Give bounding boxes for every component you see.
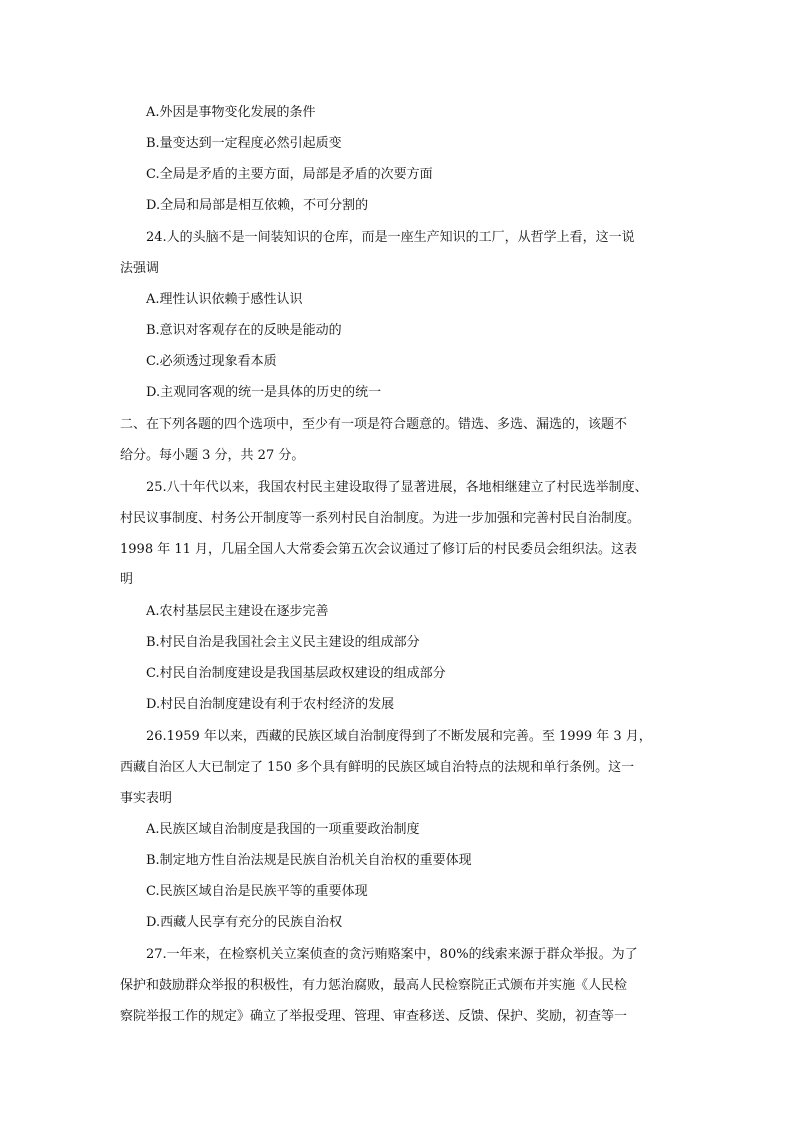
- q27-stem-line-2: 保护和鼓励群众举报的积极性，有力惩治腐败，最高人民检察院正式颁布并实施《人民检: [120, 978, 628, 993]
- q23-option-b: B.量变达到一定程度必然引起质变: [146, 136, 342, 151]
- q26-stem-line-2: 西藏自治区人大已制定了 150 多个具有鲜明的民族区域自治特点的法规和单行条例。这一: [120, 760, 635, 775]
- q24-option-a: A.理性认识依赖于感性认识: [146, 292, 303, 307]
- q25-stem-line-4: 明: [120, 572, 134, 587]
- q24-option-c: C.必须透过现象看本质: [146, 354, 277, 369]
- q27-stem-line-3: 察院举报工作的规定》确立了举报受理、管理、审查移送、反馈、保护、奖励，初查等一: [120, 1009, 628, 1024]
- q23-option-d: D.全局和局部是相互依赖，不可分割的: [146, 198, 369, 213]
- q23-option-a: A.外因是事物变化发展的条件: [146, 105, 316, 120]
- section2-heading-line-2: 给分。每小题 3 分，共 27 分。: [120, 448, 305, 463]
- q23-option-c: C.全局是矛盾的主要方面，局部是矛盾的次要方面: [146, 167, 433, 182]
- q26-stem-line-3: 事实表明: [120, 791, 173, 806]
- q26-option-c: C.民族区域自治是民族平等的重要体现: [146, 884, 368, 899]
- q26-stem-line-1: 26.1959 年以来，西藏的民族区域自治制度得到了不断发展和完善。至 1999 年 3 月，: [146, 729, 652, 744]
- q24-option-b: B.意识对客观存在的反映是能动的: [146, 323, 342, 338]
- q25-stem-line-1: 25.八十年代以来，我国农村民主建设取得了显著进展，各地相继建立了村民选举制度、: [146, 480, 648, 495]
- q25-option-a: A.农村基层民主建设在逐步完善: [146, 604, 329, 619]
- q25-option-c: C.村民自治制度建设是我国基层政权建设的组成部分: [146, 666, 446, 681]
- q27-stem-line-1: 27.一年来，在检察机关立案侦查的贪污贿赂案中，80%的线索来源于群众举报。为了: [146, 947, 638, 962]
- q25-option-b: B.村民自治是我国社会主义民主建设的组成部分: [146, 635, 420, 650]
- q26-option-d: D.西藏人民享有充分的民族自治权: [146, 915, 343, 930]
- q25-option-d: D.村民自治制度建设有利于农村经济的发展: [146, 697, 395, 712]
- q24-option-d: D.主观同客观的统一是具体的历史的统一: [146, 385, 382, 400]
- q26-option-b: B.制定地方性自治法规是民族自治机关自治权的重要体现: [146, 853, 472, 868]
- q25-stem-line-3: 1998 年 11 月，几届全国人大常委会第五次会议通过了修订后的村民委员会组织法。这表: [120, 542, 638, 557]
- q25-stem-line-2: 村民议事制度、村务公开制度等一系列村民自治制度。为进一步加强和完善村民自治制度。: [120, 511, 641, 526]
- section2-heading-line-1: 二、在下列各题的四个选项中，至少有一项是符合题意的。错选、多选、漏选的，该题不: [120, 417, 628, 432]
- q24-stem-line-2: 法强调: [120, 261, 160, 276]
- q26-option-a: A.民族区域自治制度是我国的一项重要政治制度: [146, 822, 420, 837]
- q24-stem-line-1: 24.人的头脑不是一间装知识的仓库，而是一座生产知识的工厂，从哲学上看，这一说: [146, 230, 635, 245]
